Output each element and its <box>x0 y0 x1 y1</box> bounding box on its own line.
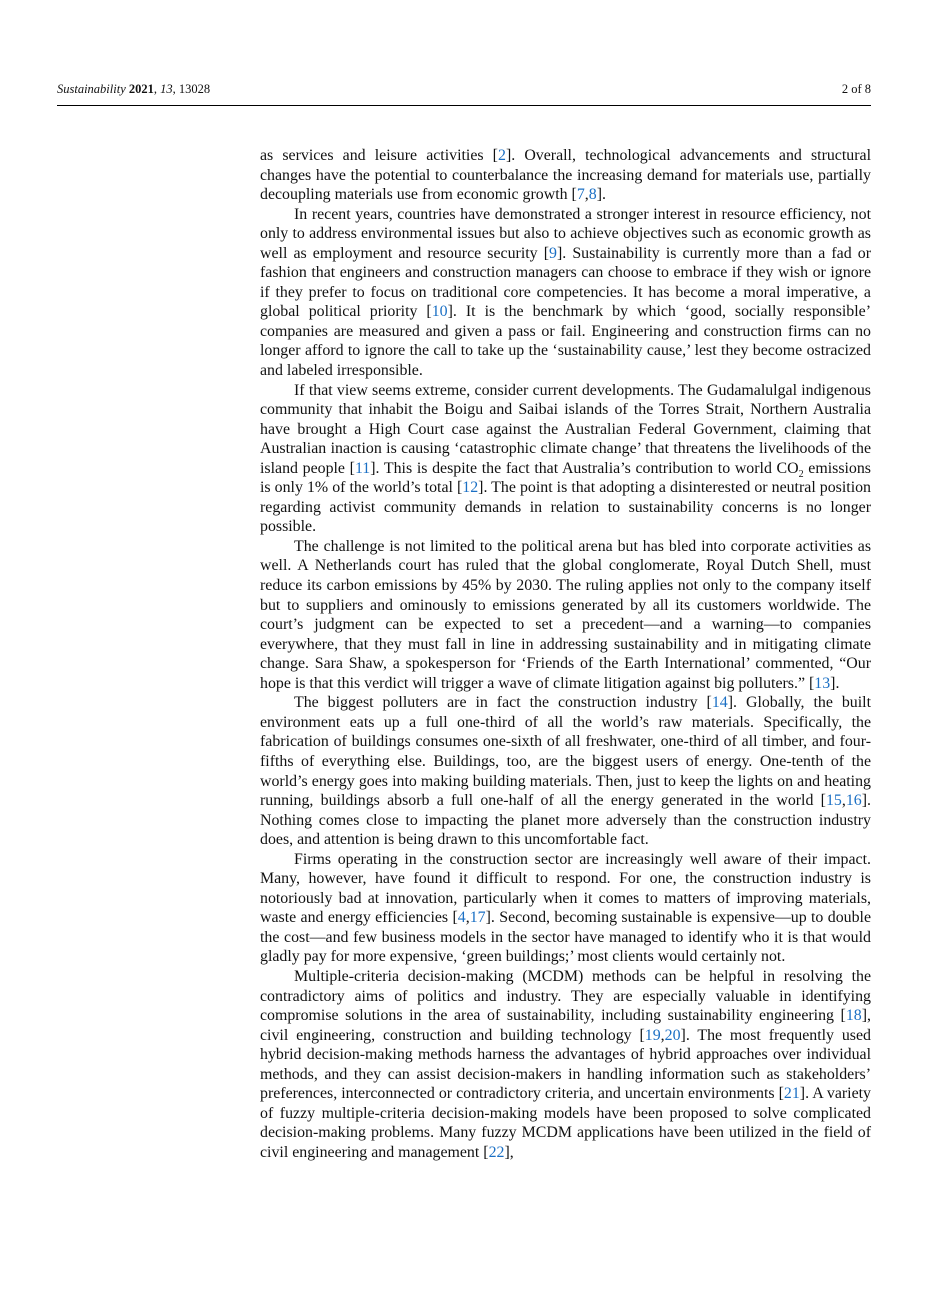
citation-link[interactable]: 21 <box>783 1085 800 1103</box>
citation-link[interactable]: 14 <box>711 694 728 712</box>
citation-line: Sustainability 2021, 13, 13028 <box>57 82 211 96</box>
page-number: 2 of 8 <box>841 82 871 96</box>
paragraph: In recent years, countries have demonstrated a stronger interest in resource efficiency, not only to address environmental issues but also to achieve objectives such as economic growth as well as employment and resource security [9]. Sustainability is currently more than a fad or fashion that engineers and construction managers can choose to embrace if they wish or ignore if they prefer to focus on traditional core competencies. It has become a moral imperative, a global political priority [10]. It is the benchmark by which ‘good, socially responsible’ companies are measured and given a pass or fail. Engineering and construction firms can no longer afford to ignore the call to take up the ‘sustainability cause,’ lest they become ostracized and labeled irresponsible. <box>260 205 871 380</box>
citation-link[interactable]: 15 <box>825 792 842 810</box>
body-text <box>260 146 871 1162</box>
citation-link[interactable]: 17 <box>469 909 486 927</box>
paragraph: Multiple-criteria decision-making (MCDM) methods can be helpful in resolving the contradictory aims of politics and industry. They are especially valuable in identifying compromise solutions in the area of sustainability, including sustainability engineering [18], civil engineering, construction and building technology [19,20]. The most frequently used hybrid decision-making methods harness the advantages of hybrid approaches over individual methods, and they can assist decision-makers in handling information such as stakeholders’ preferences, interconnected or contradictory criteria, and uncertain environments [21]. A variety of fuzzy multiple-criteria decision-making models have been proposed to solve complicated decision-making problems. Many fuzzy MCDM applications have been utilized in the field of civil engineering and management [22], <box>260 967 871 1161</box>
citation-link[interactable]: 11 <box>354 459 371 477</box>
citation-link[interactable]: 20 <box>664 1026 681 1044</box>
citation-link[interactable]: 4 <box>457 909 466 927</box>
paragraph: as services and leisure activities [2]. Overall, technological advancements and structural changes have the potential to counterbalance the increasing demand for materials use, partially decoupling materials use from economic growth [7,8]. <box>260 147 871 204</box>
paragraph: The challenge is not limited to the political arena but has bled into corporate activities as well. A Netherlands court has ruled that the global conglomerate, Royal Dutch Shell, must reduce its carbon emissions by 45% by 2030. The ruling applies not only to the company itself but to suppliers and ominously to emissions generated by all its customers worldwide. The court’s judgment can be expected to set a precedent—and a warning—to companies everywhere, that they must fall in line in addressing sustainability and in mitigating climate change. Sara Shaw, a spokesperson for ‘Friends of the Earth International’ commented, “Our hope is that this verdict will trigger a wave of climate litigation against big polluters.” [13]. <box>260 537 871 692</box>
citation-link[interactable]: 19 <box>644 1026 661 1044</box>
citation-link[interactable]: 12 <box>462 479 479 497</box>
citation-link[interactable]: 16 <box>845 792 862 810</box>
running-header <box>57 82 871 97</box>
citation-link[interactable]: 9 <box>549 244 557 262</box>
year: 2021 <box>128 82 154 96</box>
article-number: 13028 <box>178 82 211 96</box>
citation-link[interactable]: 7 <box>576 186 585 204</box>
subscript: 2 <box>798 468 804 480</box>
citation-link[interactable]: 13 <box>814 674 831 692</box>
volume: 13 <box>160 82 173 96</box>
paragraph: If that view seems extreme, consider current developments. The Gudamalulgal indigenous community that inhabit the Boigu and Saibai islands of the Torres Strait, Northern Australia have brought a High Court case against the Australian Federal Government, claiming that Australian inaction is causing ‘catastrophic climate change’ that threatens the livelihoods of the island people [11]. This is despite the fact that Australia’s contribution to world $CO_2$ emissions is only 1% of the world’s total [12]. The point is that adopting a disinterested or neutral position regarding activist community demands in relation to sustainability concerns is no longer possible. <box>260 381 871 536</box>
paragraph: Firms operating in the construction sector are increasingly well aware of their impact. Many, however, have found it difficult to respond. For one, the construction industry is notoriously bad at innovation, particularly when it comes to matters of improving materials, waste and energy efficiencies [4,17]. Second, becoming sustainable is expensive—up to double the cost—and few business models in the sector have managed to identify who it is that would gladly pay for more expensive, ‘green buildings;’ most clients would certainly not. <box>260 850 871 966</box>
citation-link[interactable]: 8 <box>588 186 597 204</box>
citation-link[interactable]: 22 <box>488 1143 505 1161</box>
header-rule <box>57 105 871 106</box>
citation-link[interactable]: 18 <box>845 1007 862 1025</box>
citation-link[interactable]: 10 <box>431 303 448 321</box>
paragraph: The biggest polluters are in fact the construction industry [14]. Globally, the built environment eats up a full one-third of all the world’s raw materials. Specifically, the fabrication of buildings consumes one-sixth of all freshwater, one-third of all timber, and four-fifths of everything else. Buildings, too, are the biggest users of energy. One-tenth of the world’s energy goes into making building materials. Then, just to keep the lights on and heating running, buildings absorb a full one-half of all the energy generated in the world [15,16]. Nothing comes close to impacting the planet more adversely than the construction industry does, and attention is being drawn to this uncomfortable fact. <box>260 694 871 849</box>
citation-link[interactable]: 2 <box>497 147 506 164</box>
journal-name: Sustainability <box>57 82 126 96</box>
